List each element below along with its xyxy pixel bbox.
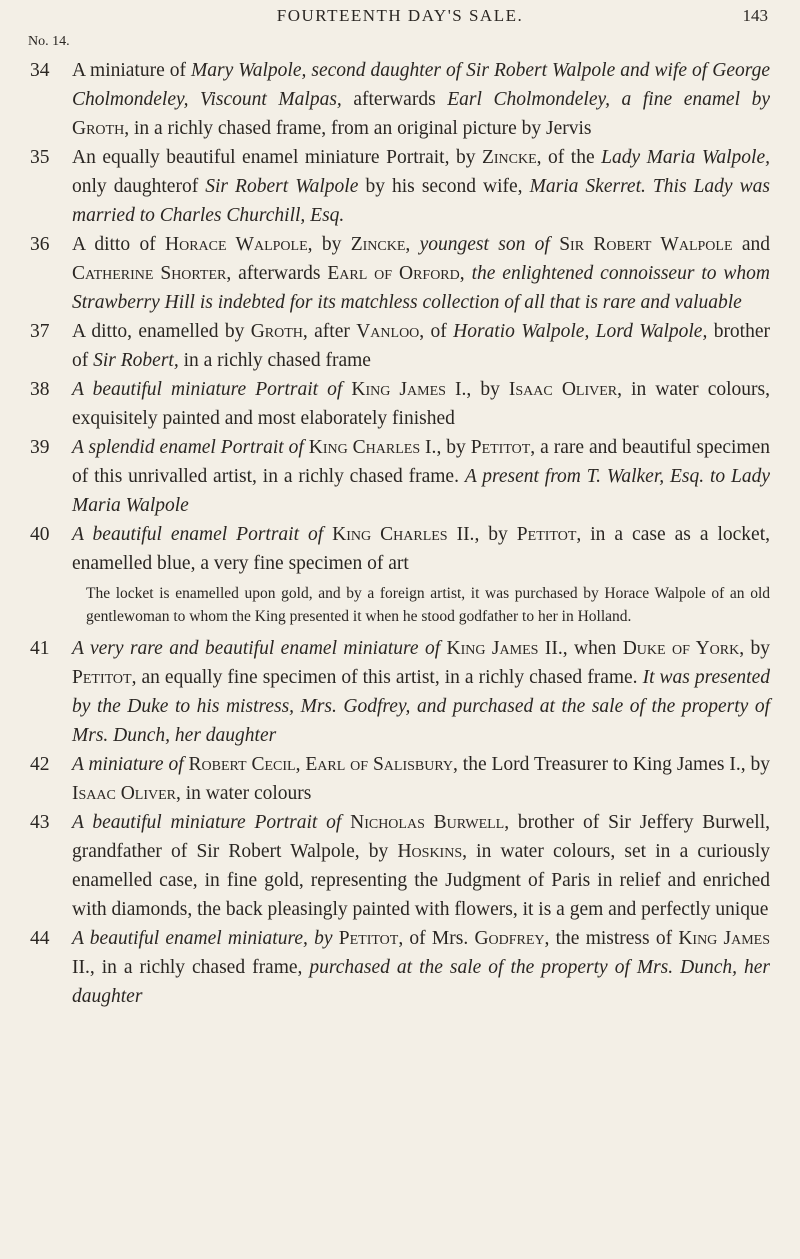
lot-entry [0, 634, 800, 750]
lot-description [72, 433, 770, 520]
lot-text-segment: Catherine Shorter [72, 263, 227, 284]
lot-text-segment: King Charles I. [308, 437, 437, 458]
lot-text-segment: Duke of York [622, 638, 740, 659]
lot-text-segment: King James II. [446, 638, 563, 659]
lot-text-segment: only daughterof [72, 176, 206, 197]
lot-description [72, 56, 770, 143]
lot-text-segment: Groth [72, 118, 125, 139]
lot-description [72, 520, 770, 578]
lot-number: 37 [30, 321, 50, 342]
lot-text-segment: Maria Skerret. This Lady was married to Charles Churchill, Esq. [72, 176, 770, 226]
lot-text-segment: , when [562, 638, 623, 659]
lot-number: 40 [30, 524, 50, 545]
lot-text-segment: , by [436, 437, 471, 458]
lot-text-segment: Earl Cholmondeley, a fine enamel by [447, 89, 770, 110]
lot-entry [0, 750, 800, 808]
lot-text-segment: brother of [72, 321, 770, 371]
lot-entry [0, 375, 800, 433]
lot-text-segment [341, 812, 350, 833]
lot-text-segment: , the mistress of [544, 928, 679, 949]
lot-description [72, 230, 770, 317]
lot-entry [0, 317, 800, 375]
lot-text-segment: Horatio Walpole, Lord Walpole, [453, 321, 708, 342]
lot-text-segment: King Charles II. [332, 524, 475, 545]
lot-text-segment: Earl of Orford [327, 263, 460, 284]
lot-text-segment: , afterwards [226, 263, 328, 284]
lot-text-segment: Lady Maria Walpole, [601, 147, 770, 168]
lot-text-segment: , in water colours, set in a curiously enamelled case, in fine gold, representing the Judgment of Paris in relief and enriched with diamonds, the back pleasingly painted with flowers, it is a gem and perfectly unique [72, 841, 770, 920]
lot-number: 34 [30, 60, 50, 81]
lot-text-segment: It was presented by the Duke to his mistress, Mrs. Godfrey, and purchased at the sale of the property of Mrs. Dunch, her daughter [72, 667, 770, 746]
lot-description [72, 634, 770, 750]
lot-text-segment: , an equally fine specimen of this artist, in a richly chased frame. [131, 667, 643, 688]
lot-text-segment: A present from T. Walker, Esq. to Lady Maria Walpole [72, 466, 771, 516]
lot-text-segment: , the Lord Treasurer to King James I., by [453, 754, 771, 775]
lot-description [72, 143, 770, 230]
lot-number: 38 [30, 379, 50, 400]
lot-text-segment: King James II. [72, 928, 771, 978]
lot-text-segment: , a rare and beautiful specimen of this unrivalled artist, in a richly chased frame. [72, 437, 770, 487]
lot-text-segment: A ditto, enamelled by [72, 321, 251, 342]
lot-text-segment: Petitot [516, 524, 577, 545]
lot-number: 44 [30, 928, 50, 949]
lot-text-segment: Sir Robert Walpole [205, 176, 359, 197]
lot-text-segment: Godfrey [474, 928, 545, 949]
lot-text-segment: Isaac Oliver [508, 379, 618, 400]
lot-text-segment: by his second wife, [358, 176, 530, 197]
lot-text-segment: Mary Walpole, second daughter of Sir Robert Walpole and wife of George Cholmondeley, Viscount Malpas, [72, 60, 770, 110]
lot-text-segment: purchased at the sale of the property of Mrs. Dunch, her daughter [72, 957, 770, 1007]
lot-text-segment: A beautiful miniature Portrait of [72, 812, 342, 833]
lot-text-segment: afterwards [341, 89, 448, 110]
lot-text-segment: Zincke [350, 234, 406, 255]
lot-text-segment: A miniature of [72, 754, 184, 775]
lot-text-segment: , in water colours [176, 783, 312, 804]
lot-text-segment: , of [419, 321, 454, 342]
lot-number: 36 [30, 234, 50, 255]
lot-number-label: No. 14. [28, 34, 70, 49]
lot-text-segment [550, 234, 559, 255]
lot-entry [0, 808, 800, 924]
lot-text-segment: Isaac Oliver [72, 783, 177, 804]
lot-number: 39 [30, 437, 50, 458]
lot-number: 41 [30, 638, 50, 659]
lot-text-segment: , by [739, 638, 771, 659]
lot-text-segment: A beautiful enamel miniature, by [72, 928, 333, 949]
lot-text-segment: the enlightened connoisseur to whom Strawberry Hill is indebted for its matchless collection of all that is rare and valuable [72, 263, 771, 313]
lot-text-segment: , in a richly chased frame, from an original picture by Jervis [124, 118, 592, 139]
lot-text-segment: Vanloo [356, 321, 420, 342]
lot-text-segment: King James I. [351, 379, 467, 400]
lot-text-segment: Sir Robert, [93, 350, 179, 371]
lot-description [72, 808, 770, 924]
lot-number: 35 [30, 147, 50, 168]
lot-text-segment: , of Mrs. [398, 928, 475, 949]
lot-text-segment: Horace Walpole [165, 234, 308, 255]
lot-entry [0, 924, 800, 1011]
lot-text-segment: Hoskins [397, 841, 463, 862]
lot-text-segment: Petitot [338, 928, 399, 949]
lot-text-segment: , in a case as a locket, enamelled blue, a very fine specimen of art [72, 524, 770, 574]
lot-description [72, 750, 770, 808]
lot-entry [0, 56, 800, 143]
lot-text-segment: , [459, 263, 472, 284]
lot-text-segment: Petitot [470, 437, 531, 458]
lot-text-segment: Sir Robert Walpole [559, 234, 733, 255]
lot-text-segment: Petitot [72, 667, 132, 688]
lot-text-segment: A beautiful enamel Portrait of [72, 524, 324, 545]
lot-text-segment: youngest son of [419, 234, 550, 255]
lot-text-segment: A miniature of [72, 60, 192, 81]
lot-text-segment: , brother of Sir Jeffery Burwell, grandfather of Sir Robert Walpole, by [72, 812, 770, 862]
lot-text-segment: , by [307, 234, 351, 255]
lot-text-segment: , by [474, 524, 517, 545]
lot-note: The locket is enamelled upon gold, and by a foreign artist, it was purchased by Horace Walpole of an old gentlewoman to whom the King presented it when he stood godfather to her in Holland. [86, 585, 770, 625]
page-number: 143 [742, 6, 768, 25]
lot-description [72, 375, 770, 433]
lot-text-segment: A very rare and beautiful enamel miniature of [72, 638, 441, 659]
lot-text-segment: A splendid enamel Portrait of [72, 437, 304, 458]
lot-text-segment: A beautiful miniature Portrait of [72, 379, 343, 400]
lot-text-segment: Nicholas Burwell [350, 812, 505, 833]
lot-list [0, 56, 800, 1011]
lot-entry [0, 143, 800, 230]
lot-entry [0, 520, 800, 628]
lot-text-segment [323, 524, 332, 545]
lot-text-segment: , [405, 234, 420, 255]
lot-text-segment: Groth [250, 321, 303, 342]
lot-text-segment: , in a richly chased frame, [89, 957, 310, 978]
lot-text-segment: , after [302, 321, 357, 342]
lot-text-segment: An equally beautiful enamel miniature Portrait, by [72, 147, 482, 168]
lot-text-segment: and [732, 234, 771, 255]
lot-entry [0, 433, 800, 520]
lot-description [72, 924, 770, 1011]
lot-number: 43 [30, 812, 50, 833]
lot-entry [0, 230, 800, 317]
lot-text-segment: A ditto of [72, 234, 166, 255]
lot-description [72, 317, 770, 375]
lot-text-segment: Zincke [481, 147, 537, 168]
page-header [0, 6, 800, 36]
lot-text-segment: , in water colours, exquisitely painted and most elaborately finished [72, 379, 770, 429]
running-head: FOURTEENTH DAY'S SALE. [276, 6, 524, 25]
lot-number: 42 [30, 754, 50, 775]
lot-text-segment: Robert Cecil, Earl of Salisbury [188, 754, 454, 775]
lot-text-segment: , by [466, 379, 509, 400]
lot-text-segment: , of the [536, 147, 602, 168]
lot-text-segment: in a richly chased frame [178, 350, 371, 371]
